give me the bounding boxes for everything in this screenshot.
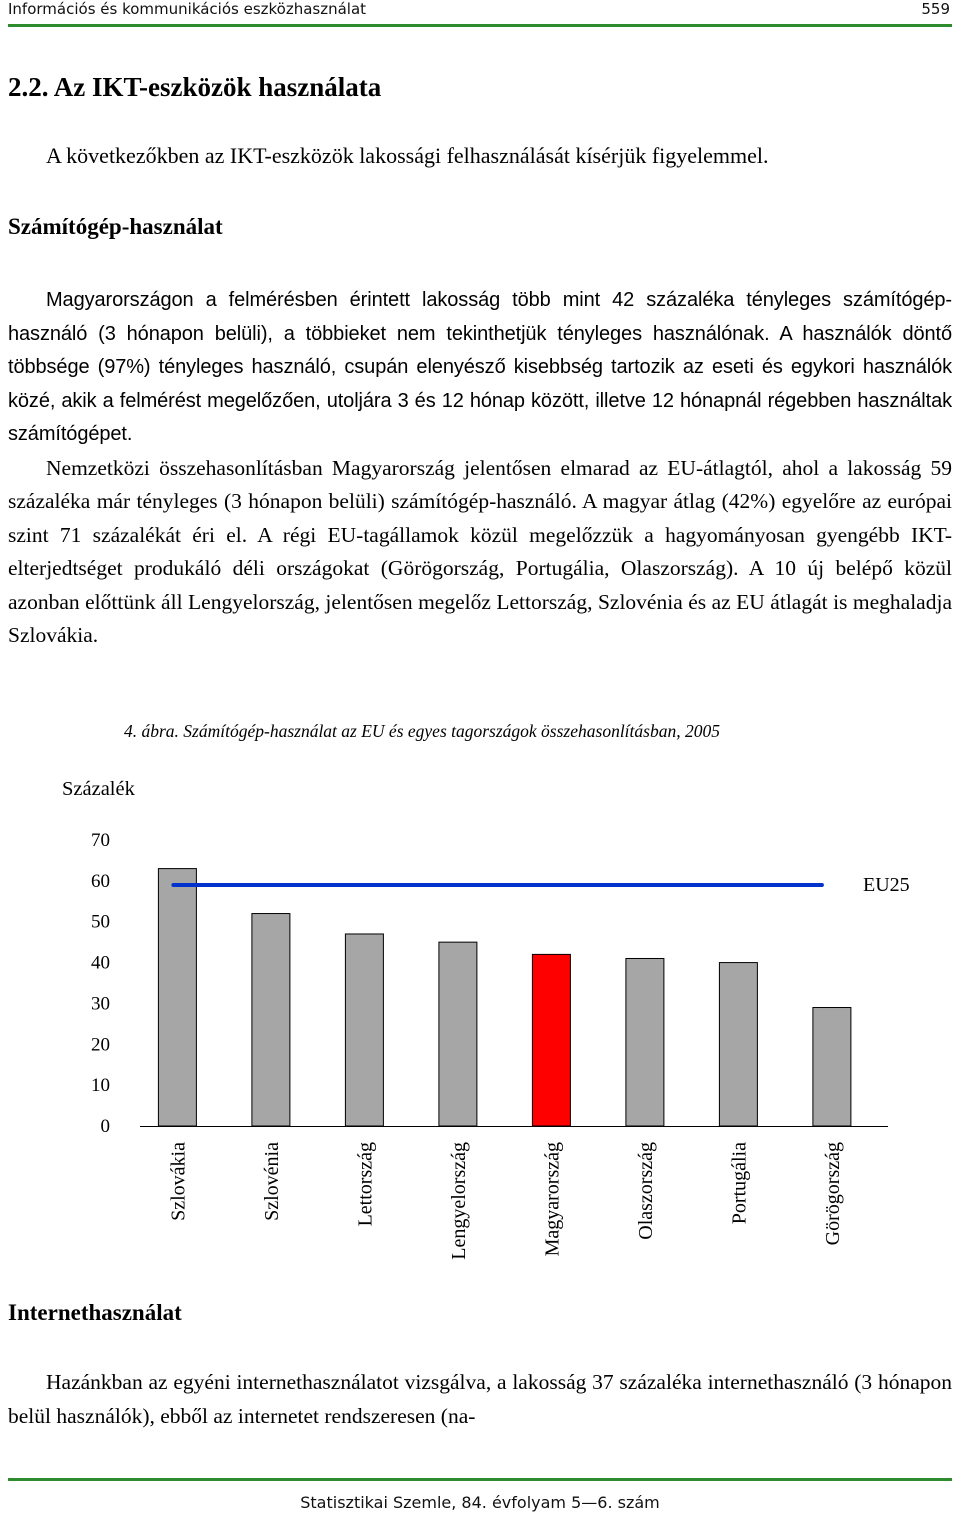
section-title: 2.2. Az IKT-eszközök használata	[8, 72, 382, 102]
category-label: Olaszország	[634, 1142, 657, 1240]
paragraph-internet-usage: Hazánkban az egyéni internethasználatot vizsgálva, a lakosság 37 százaléka internethasználó (3 hónapon belül használók), ebből az internetet rendszeresen (na-	[8, 1370, 952, 1428]
page-number: 559	[921, 0, 950, 18]
category-label: Lengyelország	[447, 1142, 470, 1260]
subsection-title-computer: Számítógép-használat	[8, 214, 223, 239]
bar-szlovénia	[252, 914, 290, 1126]
y-tick-label: 60	[91, 870, 110, 892]
bar-lettország	[345, 934, 383, 1126]
y-axis-label: Százalék	[62, 778, 135, 800]
paragraph-computer-usage: Magyarországon a felmérésben érintett lakosság több mint 42 százaléka tényleges számítógép-használó (3 hónapon belüli), a többieket nem tekinthetjük tényleges használónak. A használók döntő többsége (97%) tényleges használó, csupán elenyésző kisebbség tartozik az eseti és egykori használók közé, akik a felmérést megelőzően, utoljára 3 és 12 hónap között, illetve 12 hónapnál régebben használtak számítógépet.	[8, 289, 952, 445]
y-tick-label: 70	[91, 830, 110, 851]
paragraph-international-comparison: Nemzetközi összehasonlításban Magyarország jelentősen elmarad az EU-átlagtól, ahol a lakosság 59 százaléka már tényleges (3 hónapon belüli) számítógép-használó. A magyar átlag (42%) egyelőre az európai szint 71 százalékát éri el. A régi EU-tagállamok közül megelőzzük a hagyományosan gyengébb IKT-elterjedtséget produkáló déli országokat (Görögország, Portugália, Olaszország). A 10 új belépő közül azonban előttünk áll Lengyelország, jelentősen megelőz Lettország, Szlovénia és az EU átlagát is meghaladja Szlovákia.	[8, 455, 952, 647]
category-label: Görögország	[821, 1142, 844, 1246]
bar-görögország	[813, 1008, 851, 1126]
eu25-label: EU25	[863, 873, 910, 896]
y-tick-label: 10	[91, 1075, 110, 1097]
category-label: Szlovénia	[260, 1142, 283, 1221]
footer-rule	[8, 1478, 952, 1481]
bar-chart	[0, 800, 960, 1300]
category-label: Lettország	[354, 1142, 377, 1227]
category-label: Magyarország	[541, 1142, 564, 1257]
y-tick-label: 50	[91, 911, 110, 933]
y-tick-label: 0	[100, 1116, 110, 1137]
header-rule	[8, 24, 952, 27]
bar-portugália	[719, 963, 757, 1126]
body-paragraphs	[8, 284, 952, 653]
bar-olaszország	[626, 958, 664, 1126]
bar-szlovákia	[158, 869, 196, 1126]
bar-lengyelország	[439, 942, 477, 1126]
y-tick-label: 30	[91, 993, 110, 1015]
journal-section-title: Információs és kommunikációs eszközhasználat	[8, 0, 367, 18]
y-tick-label: 40	[91, 952, 110, 974]
figure-caption: 4. ábra. Számítógép-használat az EU és egyes tagországok összehasonlításban, 2005	[124, 721, 720, 741]
category-label: Szlovákia	[167, 1142, 190, 1221]
category-label: Portugália	[728, 1142, 751, 1225]
subsection-title-internet: Internethasználat	[8, 1300, 182, 1325]
bar-magyarország	[532, 954, 570, 1126]
internet-paragraph	[8, 1366, 952, 1433]
running-header	[8, 0, 952, 22]
y-tick-label: 20	[91, 1034, 110, 1056]
footer: Statisztikai Szemle, 84. évfolyam 5—6. szám	[300, 1493, 660, 1512]
intro-paragraph: A következőkben az IKT-eszközök lakossági felhasználását kísérjük figyelemmel.	[46, 143, 769, 168]
